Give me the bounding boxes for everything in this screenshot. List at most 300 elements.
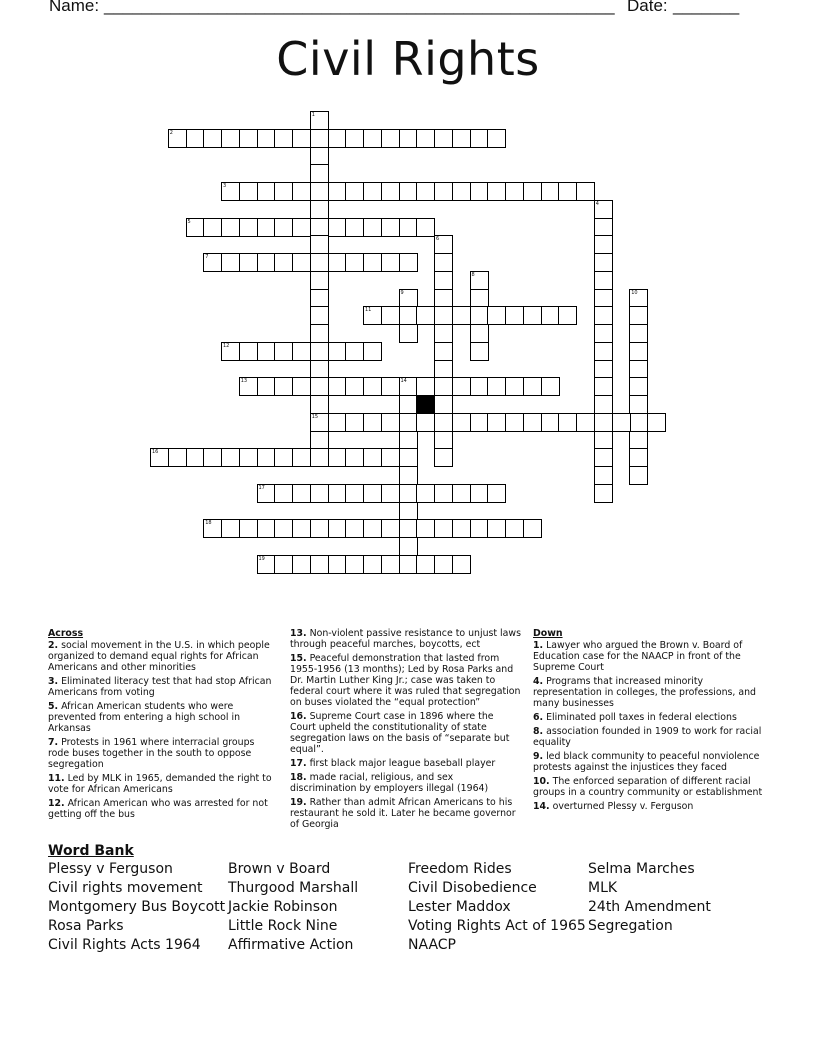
crossword-cell[interactable]	[328, 519, 347, 538]
clue-across-15: 15. Peaceful demonstration that lasted from 1955-1956 (13 months); Led by Rosa Parks and Dr. Martin Luther King Jr.; case was taken to federal court where it was ruled that segregation on buses violated the “equal protection”	[290, 653, 521, 708]
crossword-cell[interactable]	[629, 448, 648, 467]
crossword-cell[interactable]	[328, 377, 347, 396]
crossword-cell[interactable]	[363, 413, 382, 432]
crossword-cell[interactable]	[452, 484, 471, 503]
clue-across-13: 13. Non-violent passive resistance to unjust laws through peaceful marches, boycotts, ect	[290, 628, 521, 650]
crossword-cell[interactable]	[434, 448, 453, 467]
crossword-cell[interactable]	[576, 413, 595, 432]
name-field[interactable]: ______________________________________________________	[104, 0, 615, 15]
crossword-cell[interactable]	[310, 413, 329, 432]
crossword-cell[interactable]	[292, 484, 311, 503]
crossword-cell[interactable]	[470, 377, 489, 396]
crossword-cell[interactable]	[274, 129, 293, 148]
crossword-cell[interactable]	[399, 306, 418, 325]
crossword-cell[interactable]	[434, 182, 453, 201]
clue-number: 9	[400, 289, 404, 296]
crossword-cell[interactable]	[399, 502, 418, 521]
crossword-cell[interactable]	[416, 306, 435, 325]
crossword-cell[interactable]	[416, 377, 435, 396]
crossword-cell[interactable]	[399, 448, 418, 467]
crossword-cell[interactable]	[345, 342, 364, 361]
crossword-cell[interactable]	[381, 484, 400, 503]
crossword-cell[interactable]	[310, 129, 329, 148]
crossword-cell[interactable]	[399, 289, 418, 308]
crossword-cell[interactable]	[594, 395, 613, 414]
word-bank-item: Thurgood Marshall	[228, 880, 359, 896]
crossword-cell[interactable]	[274, 342, 293, 361]
crossword-cell[interactable]	[434, 253, 453, 272]
crossword-cell[interactable]	[310, 271, 329, 290]
crossword-cell[interactable]	[292, 377, 311, 396]
crossword-cell[interactable]	[487, 484, 506, 503]
crossword-cell[interactable]	[274, 555, 293, 574]
crossword-cell[interactable]	[239, 253, 258, 272]
crossword-cell[interactable]	[310, 519, 329, 538]
crossword-cell[interactable]	[221, 129, 240, 148]
crossword-cell[interactable]	[328, 253, 347, 272]
crossword-cell[interactable]	[257, 555, 276, 574]
crossword-cell[interactable]	[576, 182, 595, 201]
clue-number: 17	[258, 484, 265, 491]
crossword-cell[interactable]	[363, 129, 382, 148]
across-heading: Across	[48, 628, 84, 639]
crossword-cell[interactable]	[310, 253, 329, 272]
word-bank	[48, 843, 788, 953]
word-bank-item: Civil rights movement	[48, 880, 203, 896]
crossword-cell[interactable]	[310, 377, 329, 396]
word-bank-item: Little Rock Nine	[228, 918, 338, 934]
crossword-cell[interactable]	[399, 129, 418, 148]
crossword-cell[interactable]	[594, 466, 613, 485]
date-label: Date:	[627, 0, 668, 15]
crossword-cell[interactable]	[274, 519, 293, 538]
crossword-cell[interactable]	[629, 360, 648, 379]
crossword-cell[interactable]	[257, 182, 276, 201]
crossword-cell[interactable]	[345, 129, 364, 148]
crossword-cell[interactable]	[594, 413, 613, 432]
crossword-cell[interactable]	[594, 253, 613, 272]
crossword-cell[interactable]	[381, 377, 400, 396]
crossword-cell[interactable]	[310, 431, 329, 450]
crossword-cell[interactable]	[594, 448, 613, 467]
down-clues-column	[533, 628, 765, 815]
word-bank-item: Plessy v Ferguson	[48, 861, 173, 877]
word-bank-heading: Word Bank	[48, 843, 134, 859]
crossword-cell[interactable]	[345, 448, 364, 467]
down-heading: Down	[533, 628, 563, 639]
crossword-cell[interactable]	[239, 129, 258, 148]
crossword-cell[interactable]	[257, 342, 276, 361]
crossword-cell[interactable]	[292, 519, 311, 538]
crossword-cell[interactable]	[416, 413, 435, 432]
crossword-cell[interactable]	[310, 164, 329, 183]
word-bank-item: Affirmative Action	[228, 937, 354, 953]
crossword-cell[interactable]	[186, 129, 205, 148]
name-label: Name:	[49, 0, 100, 15]
across-clues-column-2	[290, 628, 522, 833]
word-bank-item: Segregation	[588, 918, 673, 934]
crossword-cell[interactable]	[416, 218, 435, 237]
crossword-cell[interactable]	[629, 324, 648, 343]
crossword-cell[interactable]	[310, 360, 329, 379]
crossword-cell[interactable]	[310, 289, 329, 308]
crossword-cell[interactable]	[381, 182, 400, 201]
crossword-cell[interactable]	[594, 271, 613, 290]
crossword-cell[interactable]	[292, 555, 311, 574]
crossword-cell[interactable]	[345, 253, 364, 272]
word-bank-item: Selma Marches	[588, 861, 695, 877]
crossword-cell[interactable]	[434, 306, 453, 325]
crossword-cell[interactable]	[452, 519, 471, 538]
crossword-cell[interactable]	[470, 182, 489, 201]
crossword-cell[interactable]	[452, 555, 471, 574]
crossword-cell[interactable]	[470, 271, 489, 290]
crossword-cell[interactable]	[363, 519, 382, 538]
crossword-black-cell	[416, 395, 435, 414]
crossword-cell[interactable]	[399, 377, 418, 396]
word-bank-item: MLK	[588, 880, 618, 896]
crossword-cell[interactable]	[612, 413, 631, 432]
crossword-cell[interactable]	[647, 413, 666, 432]
crossword-cell[interactable]	[399, 324, 418, 343]
crossword-cell[interactable]	[363, 448, 382, 467]
crossword-cell[interactable]	[505, 182, 524, 201]
clue-number: 12	[223, 342, 230, 349]
crossword-cell[interactable]	[470, 342, 489, 361]
crossword-cell[interactable]	[221, 342, 240, 361]
crossword-cell[interactable]	[328, 484, 347, 503]
crossword-cell[interactable]	[487, 129, 506, 148]
crossword-cell[interactable]	[310, 306, 329, 325]
crossword-cell[interactable]	[470, 519, 489, 538]
crossword-cell[interactable]	[363, 377, 382, 396]
crossword-cell[interactable]	[168, 448, 187, 467]
crossword-cell[interactable]	[434, 324, 453, 343]
clue-across-12: 12. African American who was arrested for not getting off the bus	[48, 798, 268, 820]
crossword-cell[interactable]	[541, 377, 560, 396]
crossword-cell[interactable]	[629, 466, 648, 485]
crossword-cell[interactable]	[363, 342, 382, 361]
clue-down-9: 9. led black community to peaceful nonviolence protests against the injustices they faced	[533, 751, 760, 773]
crossword-cell[interactable]	[310, 395, 329, 414]
clue-down-14: 14. overturned Plessy v. Ferguson	[533, 801, 694, 812]
crossword-cell[interactable]	[505, 377, 524, 396]
crossword-cell[interactable]	[470, 413, 489, 432]
crossword-cell[interactable]	[399, 218, 418, 237]
crossword-cell[interactable]	[203, 129, 222, 148]
clue-across-19: 19. Rather than admit African Americans to his restaurant he sold it. Later he became governor of Georgia	[290, 797, 516, 830]
crossword-cell[interactable]	[310, 182, 329, 201]
crossword-cell[interactable]	[292, 448, 311, 467]
crossword-cell[interactable]	[434, 519, 453, 538]
crossword-cell[interactable]	[381, 413, 400, 432]
crossword-cell[interactable]	[292, 218, 311, 237]
crossword-cell[interactable]	[452, 182, 471, 201]
crossword-cell[interactable]	[310, 484, 329, 503]
crossword-cell[interactable]	[505, 413, 524, 432]
crossword-cell[interactable]	[310, 324, 329, 343]
crossword-cell[interactable]	[558, 413, 577, 432]
crossword-cell[interactable]	[452, 413, 471, 432]
crossword-cell[interactable]	[505, 519, 524, 538]
crossword-cell[interactable]	[399, 466, 418, 485]
crossword-cell[interactable]	[399, 519, 418, 538]
crossword-cell[interactable]	[257, 129, 276, 148]
crossword-cell[interactable]	[292, 253, 311, 272]
crossword-cell[interactable]	[310, 218, 329, 237]
crossword-cell[interactable]	[434, 431, 453, 450]
crossword-cell[interactable]	[434, 484, 453, 503]
crossword-cell[interactable]	[541, 182, 560, 201]
crossword-cell[interactable]	[274, 218, 293, 237]
clue-number: 7	[205, 254, 209, 260]
crossword-cell[interactable]	[186, 448, 205, 467]
crossword-cell[interactable]	[345, 377, 364, 396]
crossword-cell[interactable]	[381, 448, 400, 467]
crossword-cell[interactable]	[221, 182, 240, 201]
crossword-cell[interactable]	[629, 306, 648, 325]
crossword-cell[interactable]	[381, 519, 400, 538]
crossword-cell[interactable]	[381, 306, 400, 325]
crossword-cell[interactable]	[328, 182, 347, 201]
crossword-cell[interactable]	[150, 448, 169, 467]
clue-number: 3	[223, 183, 227, 189]
crossword-cell[interactable]	[257, 519, 276, 538]
word-bank-item: Montgomery Bus Boycott	[48, 899, 226, 915]
crossword-cell[interactable]	[310, 342, 329, 361]
crossword-cell[interactable]	[434, 129, 453, 148]
crossword-cell[interactable]	[363, 306, 382, 325]
crossword-cell[interactable]	[594, 306, 613, 325]
crossword-cell[interactable]	[310, 200, 329, 219]
clue-number: 10	[631, 289, 638, 296]
crossword-cell[interactable]	[274, 377, 293, 396]
crossword-cell[interactable]	[594, 342, 613, 361]
crossword-cell[interactable]	[505, 306, 524, 325]
crossword-cell[interactable]	[399, 182, 418, 201]
crossword-cell[interactable]	[221, 218, 240, 237]
word-bank-item: Freedom Rides	[408, 861, 512, 877]
crossword-cell[interactable]	[203, 253, 222, 272]
clue-across-16: 16. Supreme Court case in 1896 where the Court upheld the constitutionality of state segregation laws on the basis of “separate but equal”.	[290, 711, 510, 755]
crossword-cell[interactable]	[239, 519, 258, 538]
crossword-cell[interactable]	[310, 147, 329, 166]
crossword-cell[interactable]	[399, 413, 418, 432]
crossword-cell[interactable]	[239, 448, 258, 467]
clue-number: 1	[311, 112, 315, 118]
crossword-cell[interactable]	[274, 484, 293, 503]
crossword-cell[interactable]	[203, 448, 222, 467]
clue-number: 6	[436, 236, 440, 243]
word-bank-item: Civil Disobedience	[408, 880, 537, 896]
word-bank-item: Jackie Robinson	[228, 899, 338, 915]
crossword-cell[interactable]	[274, 182, 293, 201]
crossword-cell[interactable]	[239, 342, 258, 361]
crossword-cell[interactable]	[399, 537, 418, 556]
crossword-cell[interactable]	[345, 484, 364, 503]
clue-number: 16	[152, 449, 159, 456]
clue-down-1: 1. Lawyer who argued the Brown v. Board of Education case for the NAACP in front of the Supreme Court	[533, 640, 743, 673]
crossword-cell[interactable]	[487, 182, 506, 201]
word-bank-item: 24th Amendment	[588, 899, 711, 915]
crossword-cell[interactable]	[203, 218, 222, 237]
crossword-cell[interactable]	[168, 129, 187, 148]
crossword-cell[interactable]	[434, 360, 453, 379]
crossword-cell[interactable]	[470, 324, 489, 343]
crossword-cell[interactable]	[629, 342, 648, 361]
crossword-cell[interactable]	[594, 360, 613, 379]
crossword-cell[interactable]	[274, 448, 293, 467]
crossword-cell[interactable]	[523, 519, 542, 538]
crossword-cell[interactable]	[629, 395, 648, 414]
crossword-cell[interactable]	[629, 413, 648, 432]
crossword-cell[interactable]	[594, 289, 613, 308]
crossword-cell[interactable]	[363, 484, 382, 503]
crossword-cell[interactable]	[470, 129, 489, 148]
crossword-cell[interactable]	[629, 431, 648, 450]
crossword-cell[interactable]	[487, 413, 506, 432]
crossword-cell[interactable]	[452, 306, 471, 325]
crossword-cell[interactable]	[452, 377, 471, 396]
crossword-cell[interactable]	[257, 484, 276, 503]
crossword-cell[interactable]	[558, 182, 577, 201]
crossword-cell[interactable]	[203, 519, 222, 538]
crossword-cell[interactable]	[257, 253, 276, 272]
crossword-cell[interactable]	[345, 218, 364, 237]
crossword-cell[interactable]	[470, 289, 489, 308]
crossword-cell[interactable]	[452, 129, 471, 148]
crossword-cell[interactable]	[221, 253, 240, 272]
crossword-cell[interactable]	[257, 448, 276, 467]
crossword-cell[interactable]	[381, 218, 400, 237]
crossword-cell[interactable]	[363, 555, 382, 574]
crossword-cell[interactable]	[310, 448, 329, 467]
crossword-cell[interactable]	[558, 306, 577, 325]
crossword-cell[interactable]	[594, 324, 613, 343]
crossword-cell[interactable]	[541, 306, 560, 325]
crossword-cell[interactable]	[328, 129, 347, 148]
crossword-cell[interactable]	[328, 218, 347, 237]
word-bank-item: Brown v Board	[228, 861, 331, 877]
clue-down-10: 10. The enforced separation of different racial groups in a country community or establishment	[533, 776, 763, 798]
crossword-cell[interactable]	[470, 306, 489, 325]
crossword-cell[interactable]	[416, 555, 435, 574]
crossword-cell[interactable]	[328, 448, 347, 467]
crossword-cell[interactable]	[381, 253, 400, 272]
crossword-cell[interactable]	[363, 253, 382, 272]
crossword-cell[interactable]	[399, 395, 418, 414]
crossword-cell[interactable]	[328, 342, 347, 361]
clue-down-8: 8. association founded in 1909 to work for racial equality	[533, 726, 762, 748]
crossword-cell[interactable]	[345, 519, 364, 538]
crossword-cell[interactable]	[239, 218, 258, 237]
crossword-cell[interactable]	[594, 235, 613, 254]
crossword-cell[interactable]	[239, 182, 258, 201]
crossword-cell[interactable]	[399, 555, 418, 574]
clue-across-3: 3. Eliminated literacy test that had stop African Americans from voting	[48, 676, 272, 698]
crossword-cell[interactable]	[487, 306, 506, 325]
crossword-cell[interactable]	[594, 484, 613, 503]
crossword-cell[interactable]	[434, 235, 453, 254]
crossword-cell[interactable]	[257, 377, 276, 396]
crossword-cell[interactable]	[523, 413, 542, 432]
crossword-cell[interactable]	[345, 413, 364, 432]
clue-number: 18	[205, 520, 212, 527]
crossword-cell[interactable]	[629, 289, 648, 308]
crossword-cell[interactable]	[434, 555, 453, 574]
crossword-cell[interactable]	[221, 519, 240, 538]
crossword-cell[interactable]	[363, 218, 382, 237]
crossword-cell[interactable]	[434, 289, 453, 308]
crossword-cell[interactable]	[328, 413, 347, 432]
clue-number: 19	[258, 555, 265, 562]
crossword-cell[interactable]	[274, 253, 293, 272]
crossword-cell[interactable]	[328, 555, 347, 574]
date-field[interactable]: _______	[673, 0, 740, 15]
clue-across-2: 2. social movement in the U.S. in which people organized to demand equal rights for African Americans and other minorities	[48, 640, 270, 673]
crossword-cell[interactable]	[381, 555, 400, 574]
crossword-cell[interactable]	[345, 182, 364, 201]
crossword-cell[interactable]	[594, 431, 613, 450]
word-bank-item: Lester Maddox	[408, 899, 511, 915]
crossword-cell[interactable]	[541, 413, 560, 432]
crossword-cell[interactable]	[381, 129, 400, 148]
crossword-cell[interactable]	[310, 555, 329, 574]
crossword-cell[interactable]	[434, 395, 453, 414]
crossword-cell[interactable]	[594, 200, 613, 219]
crossword-cell[interactable]	[523, 306, 542, 325]
crossword-cell[interactable]	[221, 448, 240, 467]
crossword-cell[interactable]	[292, 182, 311, 201]
crossword-cell[interactable]	[487, 519, 506, 538]
crossword-cell[interactable]	[399, 431, 418, 450]
clue-across-17: 17. first black major league baseball player	[290, 758, 496, 769]
crossword-cell[interactable]	[416, 484, 435, 503]
crossword-cell[interactable]	[399, 253, 418, 272]
crossword-cell[interactable]	[434, 413, 453, 432]
crossword-cell[interactable]	[239, 377, 258, 396]
crossword-cell[interactable]	[594, 377, 613, 396]
crossword-cell[interactable]	[345, 555, 364, 574]
crossword-cell[interactable]	[523, 377, 542, 396]
clue-number: 13	[240, 378, 248, 385]
crossword-cell[interactable]	[487, 377, 506, 396]
crossword-cell[interactable]	[523, 182, 542, 201]
crossword-cell[interactable]	[310, 235, 329, 254]
crossword-cell[interactable]	[434, 342, 453, 361]
crossword-cell[interactable]	[257, 218, 276, 237]
crossword-cell[interactable]	[399, 484, 418, 503]
word-bank-item: Civil Rights Acts 1964	[48, 937, 201, 953]
crossword-cell[interactable]	[594, 218, 613, 237]
clue-number: 11	[365, 307, 372, 314]
word-bank-item: Rosa Parks	[48, 918, 124, 934]
crossword-cell[interactable]	[292, 342, 311, 361]
crossword-cell[interactable]	[310, 111, 329, 130]
crossword-cell[interactable]	[416, 182, 435, 201]
crossword-cell[interactable]	[416, 519, 435, 538]
crossword-cell[interactable]	[470, 484, 489, 503]
clue-number: 15	[311, 413, 319, 420]
clue-number: 4	[595, 200, 599, 207]
crossword-cell[interactable]	[363, 182, 382, 201]
crossword-cell[interactable]	[434, 377, 453, 396]
crossword-cell[interactable]	[186, 218, 205, 237]
crossword-cell[interactable]	[629, 377, 648, 396]
crossword-cell[interactable]	[416, 129, 435, 148]
crossword-cell[interactable]	[434, 271, 453, 290]
crossword-cell[interactable]	[292, 129, 311, 148]
